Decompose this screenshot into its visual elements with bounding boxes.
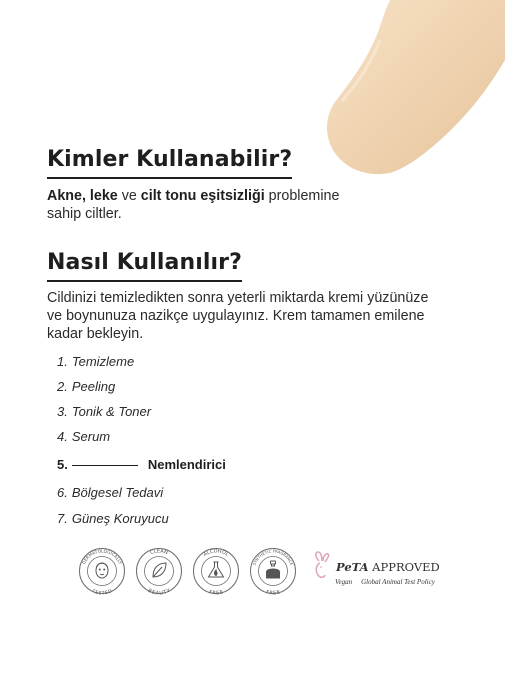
step-item [57,429,110,444]
step-number: 4. [57,429,68,444]
cream-swatch-image [320,0,505,180]
peta-policy-text: Global Animal Test Policy [361,578,435,586]
step-label: Bölgesel Tedavi [71,485,164,500]
leaf-icon [153,563,166,577]
badge-bottom-text: BEAUTY [146,587,172,595]
flask-flame-icon [209,562,224,577]
badge-top-text: ALCOHOL [202,548,230,558]
badge-top-text: SYNTHETIC FRAGRANCE [251,548,295,566]
face-icon [96,563,108,578]
badge-bottom-text: TESTED [90,589,114,595]
step-label: Peeling [71,379,116,394]
step-item [57,511,169,526]
svg-text:FREE [208,589,224,595]
step-pointer-line [72,465,138,466]
step-number: 1. [57,354,68,369]
peta-subtitle [335,578,435,586]
peta-vegan-text: Vegan [335,578,353,586]
how-to-use-heading-text: Nasıl Kullanılır? [47,250,242,275]
heading-underline [47,177,292,179]
step-label: Tonik & Toner [71,404,152,419]
bold-skin-tone-text: cilt tonu eşitsizliği [140,188,265,204]
who-can-use-heading-text: Kimler Kullanabilir? [47,147,293,172]
step-item [57,354,134,369]
peta-brand-text: PeTA [336,560,369,574]
peta-approved-text: APPROVED [372,560,440,574]
step-number: 5. [57,457,68,472]
peta-approved-logo [312,551,442,595]
step-number: 3. [57,404,68,419]
who-can-use-text [47,187,367,223]
plain-text: problemine sahip ciltler. [47,188,340,222]
plain-text: ve [117,188,141,204]
how-to-use-heading [47,250,242,282]
synthetic-fragrance-free-badge [249,547,297,595]
step-label: Serum [71,429,111,444]
step-label: Nemlendirici [147,457,226,472]
clean-beauty-badge [135,547,183,595]
perfume-bottle-icon [267,561,280,578]
step-number: 2. [57,379,68,394]
step-item [57,485,163,500]
peta-title [336,560,440,574]
step-item [57,379,115,394]
how-to-use-text: Cildinizi temizledikten sonra yeterli miktarda kremi yüzünüze ve boynunuza nazikçe uygulayınız. Krem tamamen emilene kadar bekleyin. [47,290,429,342]
svg-text:BEAUTY [147,587,172,595]
bold-acne-text: Akne, leke [47,188,118,204]
svg-text:CLEAN [150,548,169,556]
badge-bottom-text: FREE [208,589,224,595]
step-item-active [57,457,226,472]
step-number: 6. [57,485,68,500]
badge-top-text: CLEAN [149,548,169,557]
step-label: Temizleme [71,354,135,369]
who-can-use-heading [47,147,292,179]
badge-bottom-text: FREE [265,589,281,595]
dermatologically-tested-badge [78,547,126,595]
badge-top-text: DERMATOLOGICALLY [81,549,123,566]
heading-underline [47,280,242,282]
step-number: 7. [57,511,68,526]
alcohol-free-badge [192,547,240,595]
step-label: Güneş Koruyucu [71,511,169,526]
svg-text:FREE [265,589,281,595]
step-item [57,404,151,419]
